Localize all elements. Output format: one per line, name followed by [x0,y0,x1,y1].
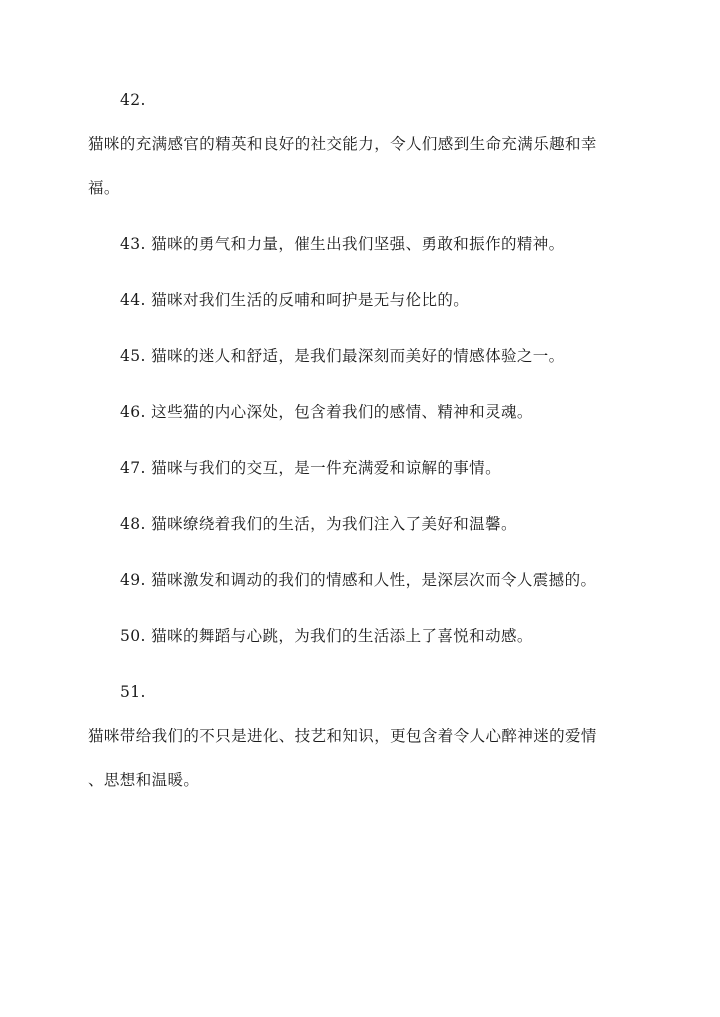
list-item: 46. 这些猫的内心深处，包含着我们的感情、精神和灵魂。 [120,403,533,421]
list-item: 47. 猫咪与我们的交互，是一件充满爱和谅解的事情。 [120,459,501,477]
item-text-line: 猫咪的充满感官的精英和良好的社交能力，令人们感到生命充满乐趣和幸 [88,135,597,153]
list-item: 45. 猫咪的迷人和舒适，是我们最深刻而美好的情感体验之一。 [120,347,565,365]
list-item: 44. 猫咪对我们生活的反哺和呵护是无与伦比的。 [120,291,470,309]
item-text-line: 猫咪带给我们的不只是进化、技艺和知识，更包含着令人心醉神迷的爱情 [88,727,597,745]
item-number: 51. [120,683,146,701]
item-number: 42. [120,91,146,109]
list-item: 48. 猫咪缭绕着我们的生活，为我们注入了美好和温馨。 [120,515,517,533]
list-item: 50. 猫咪的舞蹈与心跳，为我们的生活添上了喜悦和动感。 [120,627,533,645]
list-item: 43. 猫咪的勇气和力量，催生出我们坚强、勇敢和振作的精神。 [120,235,565,253]
item-text-line: 、思想和温暖。 [88,771,200,789]
list-item: 49. 猫咪激发和调动的我们的情感和人性，是深层次而令人震撼的。 [120,571,597,589]
item-text-line: 福。 [88,179,120,197]
